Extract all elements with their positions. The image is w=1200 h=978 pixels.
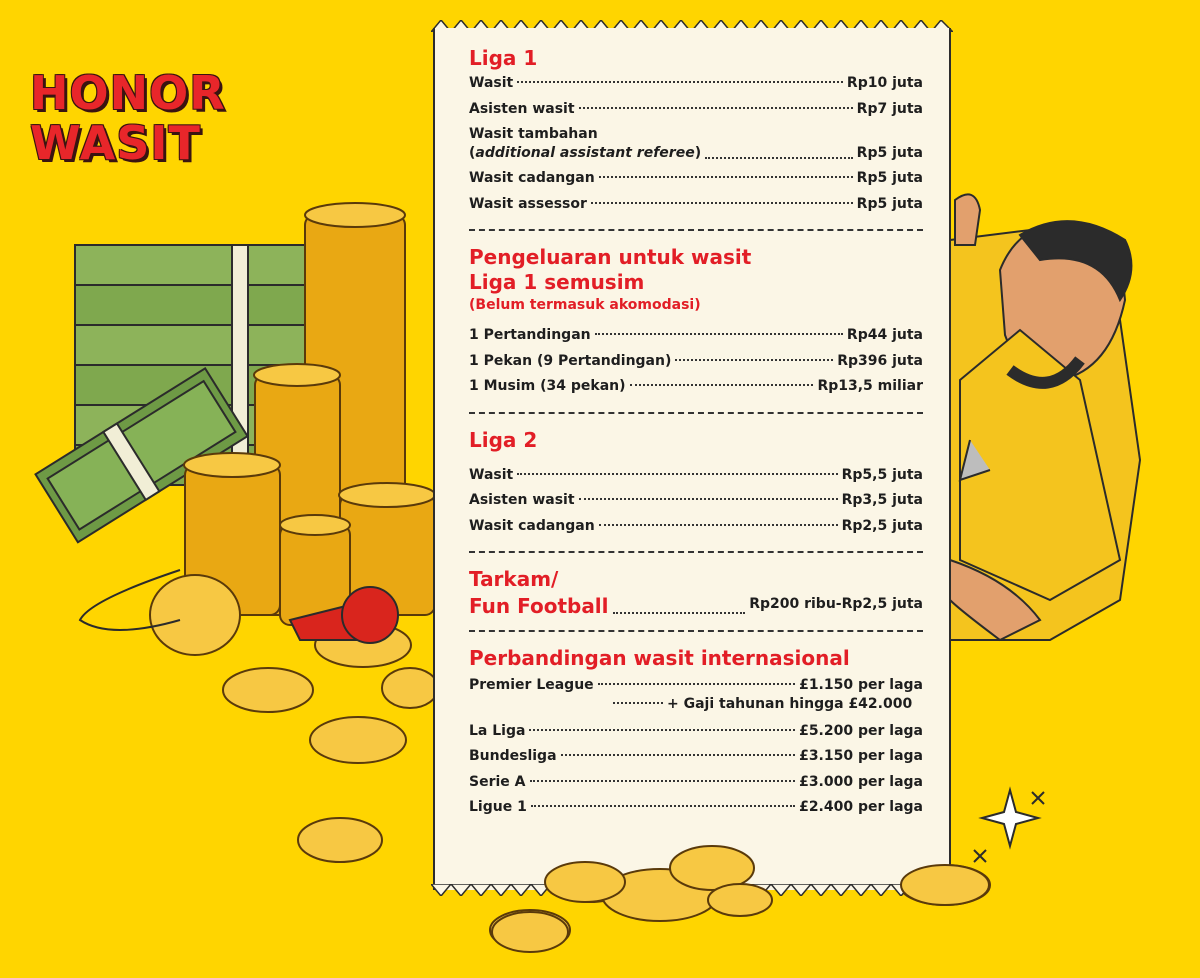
list-item (469, 770, 923, 796)
page-title (30, 68, 226, 168)
row-value: Rp5,5 juta (841, 466, 923, 483)
row-label: Asisten wasit (469, 492, 575, 508)
divider (469, 229, 923, 231)
receipt-edge-bottom (431, 884, 953, 896)
list-item (469, 374, 923, 400)
row-value: Rp5 juta (856, 145, 923, 161)
row-value: Rp3,5 juta (841, 492, 923, 508)
row-label: Serie A (469, 773, 526, 790)
leader-dots (517, 473, 837, 475)
row-value: Rp396 juta (837, 352, 923, 369)
leader-dots (599, 176, 853, 178)
row-value: Rp5 juta (856, 195, 923, 212)
leader-dots (517, 81, 843, 83)
leader-dots (630, 384, 814, 386)
section-title-liga2: Liga 2 (469, 427, 538, 452)
title-line-2: WASIT (30, 116, 201, 170)
list-item (469, 488, 923, 514)
list-item (469, 192, 923, 218)
leader-dots (579, 498, 838, 500)
leader-dots (530, 780, 796, 782)
row-value: £1.150 per laga (799, 676, 923, 693)
row-label: Wasit (469, 75, 514, 91)
row-label: Premier League (469, 676, 594, 693)
leader-dots (531, 805, 795, 807)
row-value: Rp7 juta (856, 100, 923, 117)
leader-dots (529, 729, 795, 731)
leader-dots (613, 612, 746, 614)
row-value: £5.200 per laga (799, 722, 923, 739)
divider (469, 630, 923, 632)
list-item (469, 514, 923, 540)
list-item (469, 71, 923, 97)
row-label: Bundesliga (469, 748, 557, 764)
list-item (469, 744, 923, 770)
list-item (469, 463, 923, 489)
leader-dots (561, 754, 796, 756)
receipt (433, 28, 951, 890)
list-item (469, 125, 923, 163)
row-value: Rp200 ribu-Rp2,5 juta (749, 596, 923, 612)
leader-dots (579, 107, 853, 109)
leader-dots (598, 683, 795, 685)
section-title-tarkam-2: Fun Football (469, 593, 609, 618)
section-title-pengeluaran-1: Pengeluaran untuk wasit (469, 245, 752, 269)
divider (469, 551, 923, 553)
row-value: £3.000 per laga (799, 773, 923, 790)
row-label: La Liga (469, 722, 526, 739)
row-value: + Gaji tahunan hingga £42.000 (667, 695, 913, 712)
list-item (469, 695, 923, 713)
row-value: Rp10 juta (846, 75, 923, 91)
section-title-pengeluaran-2: Liga 1 semusim (469, 270, 645, 294)
section-title-internasional: Perbandingan wasit internasional (469, 645, 850, 670)
row-value: £2.400 per laga (799, 799, 923, 815)
list-item (469, 97, 923, 123)
section-title-tarkam-1: Tarkam/ (469, 567, 559, 591)
receipt-content (469, 46, 923, 821)
leader-dots (613, 702, 663, 704)
row-label-italic: additional assistant referee (475, 145, 695, 161)
section-subtitle: (Belum termasuk akomodasi) (469, 297, 701, 313)
list-item (469, 719, 923, 745)
row-label: 1 Pekan (9 Pertandingan) (469, 352, 672, 369)
leader-dots (675, 359, 833, 361)
row-value: Rp44 juta (846, 327, 923, 343)
referee-figure (950, 194, 1140, 640)
row-label (469, 125, 701, 163)
divider (469, 412, 923, 414)
list-item (469, 323, 923, 349)
list-item (469, 166, 923, 192)
row-label: Wasit (469, 466, 514, 483)
row-value: Rp13,5 miliar (817, 378, 923, 394)
sparkle-icon (974, 790, 1044, 862)
list-item (469, 592, 923, 618)
title-line-1: HONOR (30, 66, 226, 120)
row-label: Wasit assessor (469, 195, 587, 212)
leader-dots (591, 202, 853, 204)
row-label: Wasit cadangan (469, 170, 595, 186)
row-value: Rp5 juta (856, 170, 923, 186)
row-label-line1: Wasit tambahan (469, 126, 598, 142)
section-title-liga1: Liga 1 (469, 46, 538, 70)
row-label: 1 Pertandingan (469, 327, 591, 343)
list-item (469, 675, 923, 695)
list-item (469, 349, 923, 375)
leader-dots (595, 333, 843, 335)
leader-dots (599, 524, 838, 526)
row-value: £3.150 per laga (799, 748, 923, 764)
row-label: 1 Musim (34 pekan) (469, 378, 626, 394)
list-item (469, 795, 923, 821)
leader-dots (705, 157, 853, 159)
row-value: Rp2,5 juta (841, 517, 923, 534)
row-label-line2: (additional assistant referee) (469, 145, 702, 161)
row-label: Asisten wasit (469, 100, 575, 117)
row-label: Wasit cadangan (469, 517, 595, 534)
row-label: Ligue 1 (469, 799, 527, 815)
